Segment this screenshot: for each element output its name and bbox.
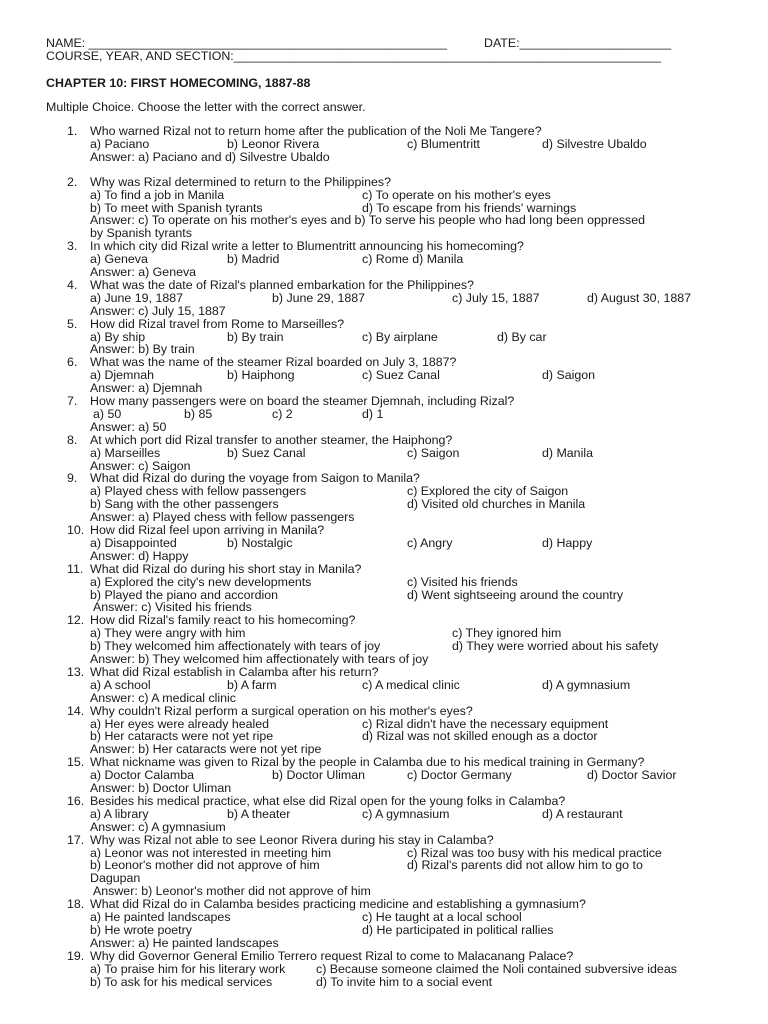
choice-option: d) Saigon [542,368,596,383]
choice-option: a) June 19, 1887 [90,290,184,305]
choice-option: d) He participated in political rallies [362,922,554,937]
choice-option: d) Visited old churches in Manila [407,497,586,512]
question-number: 18. [67,897,85,912]
choice-option: d) Rizal's parents did not allow him to go to [407,858,643,873]
choice-option: a) To find a job in Manila [90,187,225,202]
question-text: In which city did Rizal write a letter to Blumentritt announcing his homecoming? [90,239,524,254]
question-text: Why was Rizal not able to see Leonor Rivera during his stay in Calamba? [90,832,494,847]
choice-option: a) He painted landscapes [90,910,231,924]
choice-option: d) Rizal was not skilled enough as a doctor [362,729,598,744]
question-number: 5. [67,316,78,331]
choice-option: c) He taught at a local school [362,910,522,924]
choice-option: c) Because someone claimed the Noli contained subversive ideas [316,961,677,976]
question-text: Besides his medical practice, what else did Rizal open for the young folks in Calamba? [90,793,566,808]
choice-option: d) Silvestre Ubaldo [542,136,647,151]
answer-text: Answer: c) To operate on his mother's eyes and b) To serve his people who had long been oppressed [90,213,646,228]
answer-text: Answer: c) A medical clinic [90,690,236,705]
choice-option: b) To ask for his medical services [90,974,273,989]
instructions: Multiple Choice. Choose the letter with the correct answer. [46,100,366,114]
choice-option: a) Doctor Calamba [90,768,194,783]
answer-text: Answer: a) He painted landscapes [90,935,279,950]
choice-option: a) 50 [93,406,122,421]
choice-option: c) Suez Canal [362,368,440,383]
question-number: 13. [67,664,85,679]
choice-option: b) Her cataracts were not yet ripe [90,729,274,744]
answer-text: Answer: b) Leonor's mother did not approve of him [93,884,371,899]
answer-text: Answer: b) Her cataracts were not yet ripe [90,742,322,757]
question-number: 6. [67,355,78,370]
answer-text: Answer: a) Paciano and d) Silvestre Ubaldo [90,149,330,164]
choice-option: d) A restaurant [542,806,623,821]
answer-text: Answer: c) A gymnasium [90,819,226,834]
choice-option: b) They welcomed him affectionately with tears of joy [90,639,381,654]
choice-option: b) Haiphong [227,368,295,383]
choice-option: d) By car [497,329,547,344]
choice-option: a) A library [90,806,149,821]
choice-option: d) 1 [362,406,384,421]
question-text: Who warned Rizal not to return home after the publication of the Noli Me Tangere? [90,124,542,138]
choice-option: c) Rizal was too busy with his medical practice [407,845,662,860]
question-text: What did Rizal do during the voyage from Saigon to Manila? [90,471,420,486]
choice-option: a) A school [90,677,151,692]
answer-text: Answer: c) Visited his friends [93,600,252,615]
choice-option: c) A gymnasium [362,806,450,821]
choice-option: d) August 30, 1887 [587,290,692,305]
question-number: 4. [67,277,78,292]
question-number: 11. [67,561,84,576]
question-text: What did Rizal do during his short stay in Manila? [90,561,362,576]
question-text: What did Rizal establish in Calamba after his return? [90,664,379,679]
question-text: How did Rizal's family react to his homecoming? [90,613,356,628]
choice-option: a) Geneva [90,252,148,267]
choice-option: b) Nostalgic [227,535,293,550]
choice-option: b) A theater [227,806,291,821]
continuation-text: Dagupan [90,871,141,886]
choice-option: d) Manila [542,445,593,460]
question-number: 17. [67,832,85,847]
question-number: 1. [67,124,78,138]
choice-option: c) Doctor Germany [407,768,512,783]
choice-option: b) He wrote poetry [90,922,192,937]
question-number: 15. [67,755,85,770]
choice-option: a) Djemnah [90,368,155,383]
question-text: How did Rizal travel from Rome to Marseilles? [90,316,345,331]
choice-option: c) July 15, 1887 [452,290,540,305]
question-text: What was the date of Rizal's planned embarkation for the Philippines? [90,277,474,292]
choice-option: b) Leonor Rivera [227,136,320,151]
answer-text: Answer: b) By train [90,342,195,357]
choice-option: a) Explored the city's new developments [90,574,312,589]
question-number: 10. [67,523,85,537]
question-number: 16. [67,793,85,808]
question-text: What nickname was given to Rizal by the people in Calamba due to his medical training in Germany? [90,755,645,770]
choice-option: c) Explored the city of Saigon [407,484,569,499]
question-number: 8. [67,432,78,447]
question-text: How did Rizal feel upon arriving in Manila? [90,523,325,537]
question-number: 14. [67,703,85,718]
question-text: At which port did Rizal transfer to another steamer, the Haiphong? [90,432,453,447]
question-number: 12. [67,613,85,628]
choice-option: d) Happy [542,535,593,550]
answer-text: Answer: b) Doctor Uliman [90,781,232,795]
question-text: Why was Rizal determined to return to the Philippines? [90,174,391,189]
choice-option: b) To meet with Spanish tyrants [90,200,263,215]
choice-option: a) Her eyes were already healed [90,716,270,731]
question-text: What was the name of the steamer Rizal boarded on July 3, 1887? [90,355,457,370]
choice-option: a) Leonor was not interested in meeting him [90,845,332,860]
answer-text: Answer: a) Geneva [90,265,197,279]
choice-option: b) By train [227,329,284,344]
question-number: 3. [67,239,78,254]
choice-option: c) Rizal didn't have the necessary equipment [362,716,609,731]
choice-option: a) They were angry with him [90,626,246,641]
choice-option: a) By ship [90,329,146,344]
choice-option: c) Rome d) Manila [362,252,464,267]
choice-option: b) Sang with the other passengers [90,497,279,512]
choice-option: c) 2 [272,406,293,421]
answer-text: Answer: a) 50 [90,419,167,434]
choice-option: c) To operate on his mother's eyes [362,187,551,202]
choice-option: c) Angry [407,535,453,550]
question-number: 2. [67,174,78,189]
question-number: 9. [67,471,78,486]
answer-text: Answer: a) Djemnah [90,381,203,396]
answer-text: Answer: c) Saigon [90,458,191,473]
name-field-label: NAME: ____________________________________________________ [46,36,448,50]
choice-option: b) 85 [184,406,213,421]
question-text: How many passengers were on board the steamer Djemnah, including Rizal? [90,394,515,408]
choice-option: a) Disappointed [90,535,177,550]
choice-option: b) Leonor's mother did not approve of him [90,858,320,873]
choice-option: c) Saigon [407,445,460,460]
chapter-title: CHAPTER 10: FIRST HOMECOMING, 1887-88 [46,76,311,90]
choice-option: a) To praise him for his literary work [90,961,286,976]
question-text: What did Rizal do in Calamba besides practicing medicine and establishing a gymnasium? [90,897,586,912]
choice-option: b) A farm [227,677,277,692]
choice-option: b) Suez Canal [227,445,306,460]
question-number: 19. [67,948,85,963]
choice-option: d) Went sightseeing around the country [407,587,624,602]
question-number: 7. [67,394,78,408]
choice-option: c) A medical clinic [362,677,460,692]
choice-option: d) To escape from his friends' warnings [362,200,577,215]
choice-option: c) Blumentritt [407,136,480,151]
answer-text: Answer: a) Played chess with fellow passengers [90,510,355,525]
choice-option: d) Doctor Savior [587,768,677,783]
choice-option: a) Played chess with fellow passengers [90,484,307,499]
question-text: Why couldn't Rizal perform a surgical operation on his mother's eyes? [90,703,473,718]
date-field-label: DATE:______________________ [484,36,672,50]
answer-text: Answer: c) July 15, 1887 [90,303,226,318]
choice-option: b) Doctor Uliman [272,768,365,783]
choice-option: c) By airplane [362,329,438,344]
answer-text: Answer: d) Happy [90,548,189,563]
question-text: Why did Governor General Emilio Terrero request Rizal to come to Malacanang Palace? [90,948,574,963]
answer-text: Answer: b) They welcomed him affectionately with tears of joy [90,652,429,666]
continuation-text: by Spanish tyrants [90,226,192,241]
choice-option: d) They were worried about his safety [452,639,659,654]
choice-option: a) Paciano [90,136,150,151]
choice-option: b) Madrid [227,252,280,267]
choice-option: d) A gymnasium [542,677,631,692]
choice-option: c) They ignored him [452,626,562,641]
choice-option: c) Visited his friends [407,574,518,589]
choice-option: a) Marseilles [90,445,161,460]
choice-option: b) Played the piano and accordion [90,587,279,602]
choice-option: b) June 29, 1887 [272,290,366,305]
choice-option: d) To invite him to a social event [316,974,493,989]
course-field-label: COURSE, YEAR, AND SECTION:______________________________________________________________ [46,49,661,63]
